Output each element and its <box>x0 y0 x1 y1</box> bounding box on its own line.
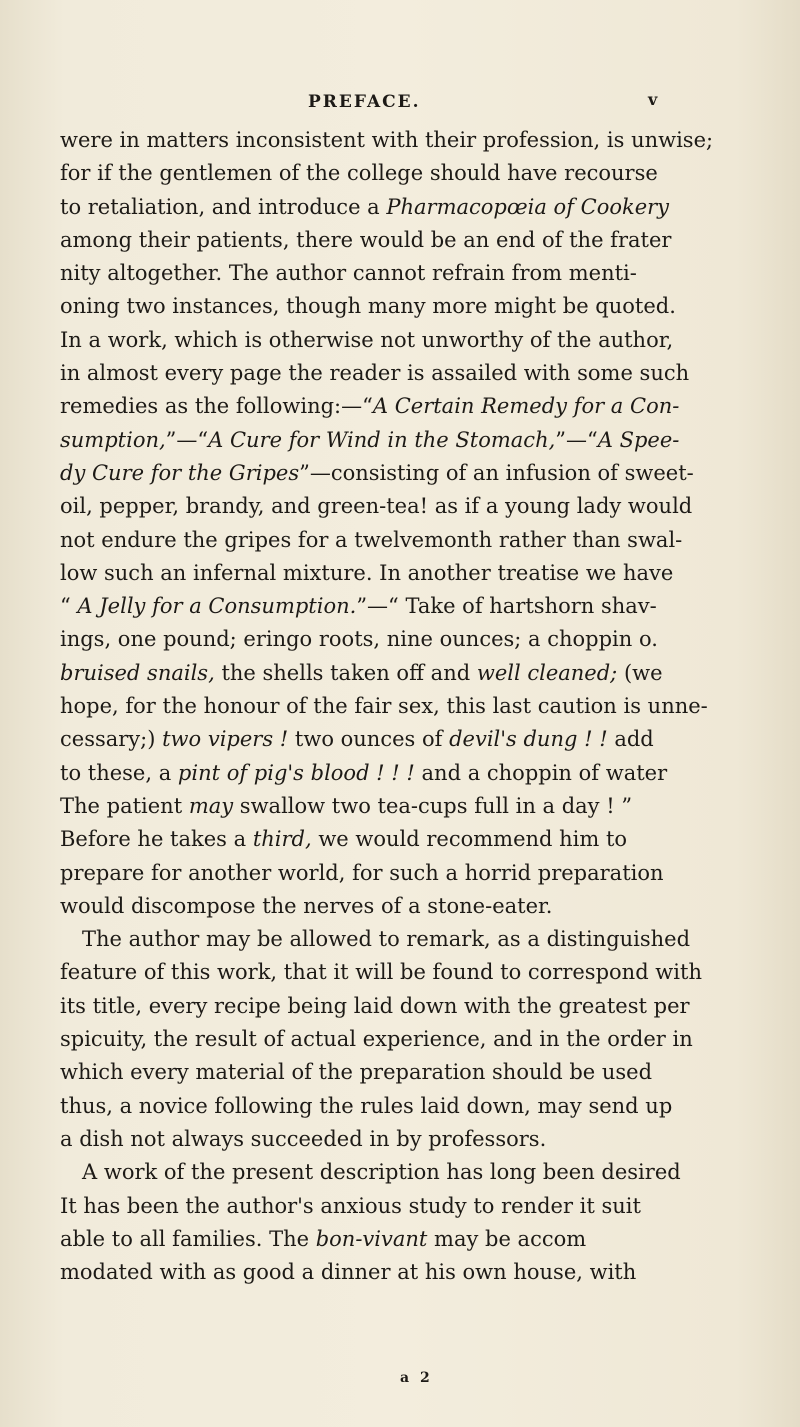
text-run: able to all families. The <box>60 1226 316 1251</box>
text-line <box>60 1023 772 1056</box>
text-line <box>60 890 772 923</box>
italic-text: devil's dung ! ! <box>449 727 608 752</box>
text-line <box>60 1223 772 1256</box>
text-run: may be accom <box>427 1226 587 1251</box>
text-line <box>60 290 772 323</box>
running-head <box>0 92 800 122</box>
text-run: thus, a novice following the rules laid down, may send up <box>60 1093 673 1118</box>
text-run: ings, one pound; eringo roots, nine ounces; a choppin o. <box>60 627 658 652</box>
text-line <box>60 424 772 457</box>
text-line <box>60 524 772 557</box>
text-run: a dish not always succeeded in by professors. <box>60 1126 547 1151</box>
text-run: A work of the present description has long been desired <box>82 1160 681 1185</box>
text-line <box>60 1156 772 1189</box>
text-run: low such an infernal mixture. In another treatise we have <box>60 560 674 585</box>
text-line <box>60 923 772 956</box>
text-line <box>60 1056 772 1089</box>
text-run: swallow two tea-cups full in a day ! ” <box>233 793 633 818</box>
text-line <box>60 657 772 690</box>
italic-text: Pharmacopœia of Cookery <box>386 194 670 219</box>
text-line <box>60 457 772 490</box>
italic-text: third, <box>252 827 312 852</box>
text-run: The author may be allowed to remark, as a distinguished <box>82 927 691 952</box>
text-run: In a work, which is otherwise not unworthy of the author, <box>60 327 674 352</box>
text-run: ”—“ <box>555 427 598 452</box>
text-line <box>60 124 772 157</box>
text-line <box>60 623 772 656</box>
text-run: to retaliation, and introduce a <box>60 194 387 219</box>
text-line <box>60 557 772 590</box>
text-run: “ <box>60 594 78 619</box>
text-run: not endure the gripes for a twelvemonth rather than swal- <box>60 527 683 552</box>
text-run: in almost every page the reader is assailed with some such <box>60 361 690 386</box>
text-run: we would recommend him to <box>311 827 628 852</box>
text-line <box>60 990 772 1023</box>
text-run: ”—“ <box>165 427 209 452</box>
italic-text: A Spee- <box>597 427 680 452</box>
text-line <box>60 857 772 890</box>
text-line <box>60 690 772 723</box>
text-run: ”—“ Take of hartshorn shav- <box>356 594 657 619</box>
text-run: its title, every recipe being laid down with the greatest per <box>60 993 690 1018</box>
text-run: cessary;) <box>60 727 163 752</box>
text-run: remedies as the following:—“ <box>60 394 373 419</box>
body-text <box>60 124 772 1289</box>
text-run: nity altogether. The author cannot refrain from menti- <box>60 261 637 286</box>
italic-text: well cleaned; <box>476 660 618 685</box>
text-line <box>60 1123 772 1156</box>
text-run: prepare for another world, for such a horrid preparation <box>60 860 664 885</box>
text-run: ”—consisting of an infusion of sweet- <box>299 460 694 485</box>
italic-text: bruised snails, <box>60 660 215 685</box>
text-run: and a choppin of water <box>414 760 668 785</box>
italic-text: pint of pig's blood ! ! ! <box>177 760 415 785</box>
text-run: oning two instances, though many more might be quoted. <box>60 294 676 319</box>
text-run: Before he takes a <box>60 827 253 852</box>
text-run: (we <box>617 660 663 685</box>
text-run: to these, a <box>60 760 178 785</box>
text-line <box>60 590 772 623</box>
text-run: were in matters inconsistent with their profession, is unwise; <box>60 128 714 152</box>
text-run: It has been the author's anxious study to render it suit <box>60 1193 641 1218</box>
text-line <box>60 757 772 790</box>
italic-text: may <box>188 793 234 818</box>
signature-mark: a 2 <box>400 1370 433 1386</box>
text-line <box>60 224 772 257</box>
text-line <box>60 490 772 523</box>
text-run: which every material of the preparation should be used <box>60 1060 653 1085</box>
italic-text: A Cure for Wind in the Stomach, <box>208 427 556 452</box>
page-number: v <box>648 90 658 109</box>
text-line <box>60 723 772 756</box>
running-head-title: PREFACE. <box>308 92 421 112</box>
text-line <box>60 257 772 290</box>
text-run: among their patients, there would be an end of the frater <box>60 227 672 252</box>
text-run: The patient <box>60 793 189 818</box>
text-run: the shells taken off and <box>214 660 477 685</box>
italic-text: two vipers ! <box>162 727 289 752</box>
text-line <box>60 191 772 224</box>
text-run: would discompose the nerves of a stone-eater. <box>60 893 553 918</box>
italic-text: A Jelly for a Consumption. <box>77 594 357 619</box>
italic-text: A Certain Remedy for a Con- <box>372 394 680 419</box>
text-line <box>60 1256 772 1289</box>
text-line <box>60 390 772 423</box>
text-line <box>60 324 772 357</box>
text-run: add <box>607 727 654 752</box>
text-line <box>60 790 772 823</box>
text-line <box>60 1190 772 1223</box>
text-run: oil, pepper, brandy, and green-tea! as if a young lady would <box>60 494 693 519</box>
italic-text: bon-vivant <box>315 1226 428 1251</box>
text-line <box>60 1090 772 1123</box>
italic-text: sumption, <box>60 427 166 452</box>
text-line <box>60 157 772 190</box>
italic-text: dy Cure for the Gripes <box>60 460 300 485</box>
text-line <box>60 823 772 856</box>
text-run: spicuity, the result of actual experience, and in the order in <box>60 1027 693 1052</box>
text-run: modated with as good a dinner at his own house, with <box>60 1260 637 1285</box>
text-line <box>60 357 772 390</box>
text-run: for if the gentlemen of the college should have recourse <box>60 161 658 186</box>
text-run: hope, for the honour of the fair sex, this last caution is unne- <box>60 694 708 719</box>
text-run: feature of this work, that it will be found to correspond with <box>60 960 702 985</box>
text-run: two ounces of <box>288 727 450 752</box>
text-line <box>60 956 772 989</box>
